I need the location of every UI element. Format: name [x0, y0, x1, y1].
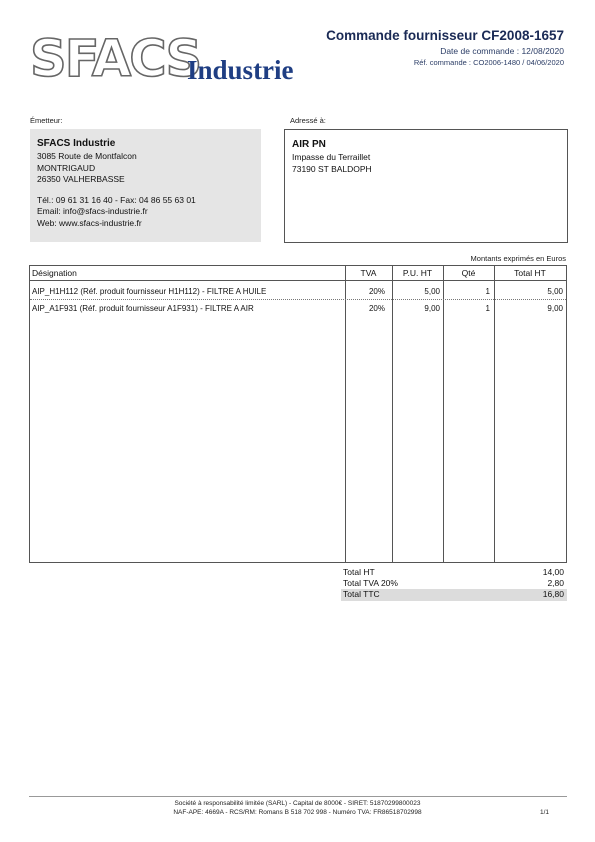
row-unit-price: 9,00 [424, 304, 440, 313]
header-total-ht: Total HT [514, 268, 546, 278]
sender-name: SFACS Industrie [37, 138, 116, 149]
row-quantity: 1 [485, 304, 490, 313]
total-ttc-row [341, 589, 567, 601]
sender-address-2: MONTRIGAUD [37, 162, 96, 173]
row-tva: 20% [368, 287, 385, 296]
logo-brand-text: SFACS [30, 30, 201, 89]
total-tva-value: 2,80 [547, 578, 564, 588]
row-unit-price: 5,00 [424, 287, 440, 296]
row-total-ht: 9,00 [547, 304, 563, 313]
sender-address-1: 3085 Route de Montfalcon [37, 151, 137, 161]
header-quantity: Qté [461, 268, 476, 278]
logo-sub-text: Industrie [187, 55, 294, 85]
footer-legal-line-2: NAF-APE: 4669A - RCS/RM: Romans B 518 702 998 - Numéro TVA: FR86518702998 [173, 809, 422, 816]
header-tva: TVA [360, 268, 377, 278]
total-ttc-value: 16,80 [542, 589, 564, 599]
total-tva-label: Total TVA 20% [343, 578, 398, 588]
sender-box [30, 129, 261, 242]
recipient-address-2: 73190 ST BALDOPH [292, 163, 372, 174]
footer-legal-line-1: Société à responsabilité limitée (SARL) - Capital de 8000€ - SIRET: 51870299800023 [174, 800, 421, 807]
total-ht-label: Total HT [343, 567, 375, 577]
row-tva: 20% [368, 304, 385, 313]
order-reference: Réf. commande : CO2006-1480 / 04/06/2020 [413, 58, 564, 67]
sender-email: Email: info@sfacs-industrie.fr [37, 206, 148, 216]
recipient-name: AIR PN [292, 139, 326, 150]
sender-label: Émetteur: [30, 116, 63, 125]
items-table [29, 265, 567, 563]
header-unit-price: P.U. HT [402, 268, 433, 278]
row-total-ht: 5,00 [547, 287, 563, 296]
recipient-box [284, 129, 568, 243]
recipient-label: Adressé à: [290, 116, 326, 125]
row-designation: AIP_H1H112 (Réf. produit fournisseur H1H112) - FILTRE A HUILE [32, 287, 267, 296]
header-designation: Désignation [32, 268, 77, 278]
order-date: Date de commande : 12/08/2020 [440, 46, 564, 56]
sender-phone: Tél.: 09 61 31 16 40 - Fax: 04 86 55 63 01 [37, 194, 196, 205]
document-title: Commande fournisseur CF2008-1657 [326, 28, 564, 43]
page-number: 1/1 [539, 809, 549, 816]
footer-divider [29, 796, 567, 797]
sender-address-3: 26350 VALHERBASSE [37, 174, 125, 184]
row-separator [30, 299, 566, 300]
sender-web: Web: www.sfacs-industrie.fr [37, 217, 142, 228]
header-divider [30, 280, 566, 281]
total-ht-value: 14,00 [542, 567, 564, 577]
row-quantity: 1 [485, 287, 490, 296]
currency-note: Montants exprimés en Euros [470, 254, 566, 263]
recipient-address-1: Impasse du Terraillet [292, 152, 371, 162]
table-row [30, 302, 566, 316]
company-logo [30, 32, 320, 92]
total-ttc-label: Total TTC [343, 589, 380, 599]
table-row [30, 285, 566, 299]
row-designation: AIP_A1F931 (Réf. produit fournisseur A1F931) - FILTRE A AIR [32, 304, 254, 313]
